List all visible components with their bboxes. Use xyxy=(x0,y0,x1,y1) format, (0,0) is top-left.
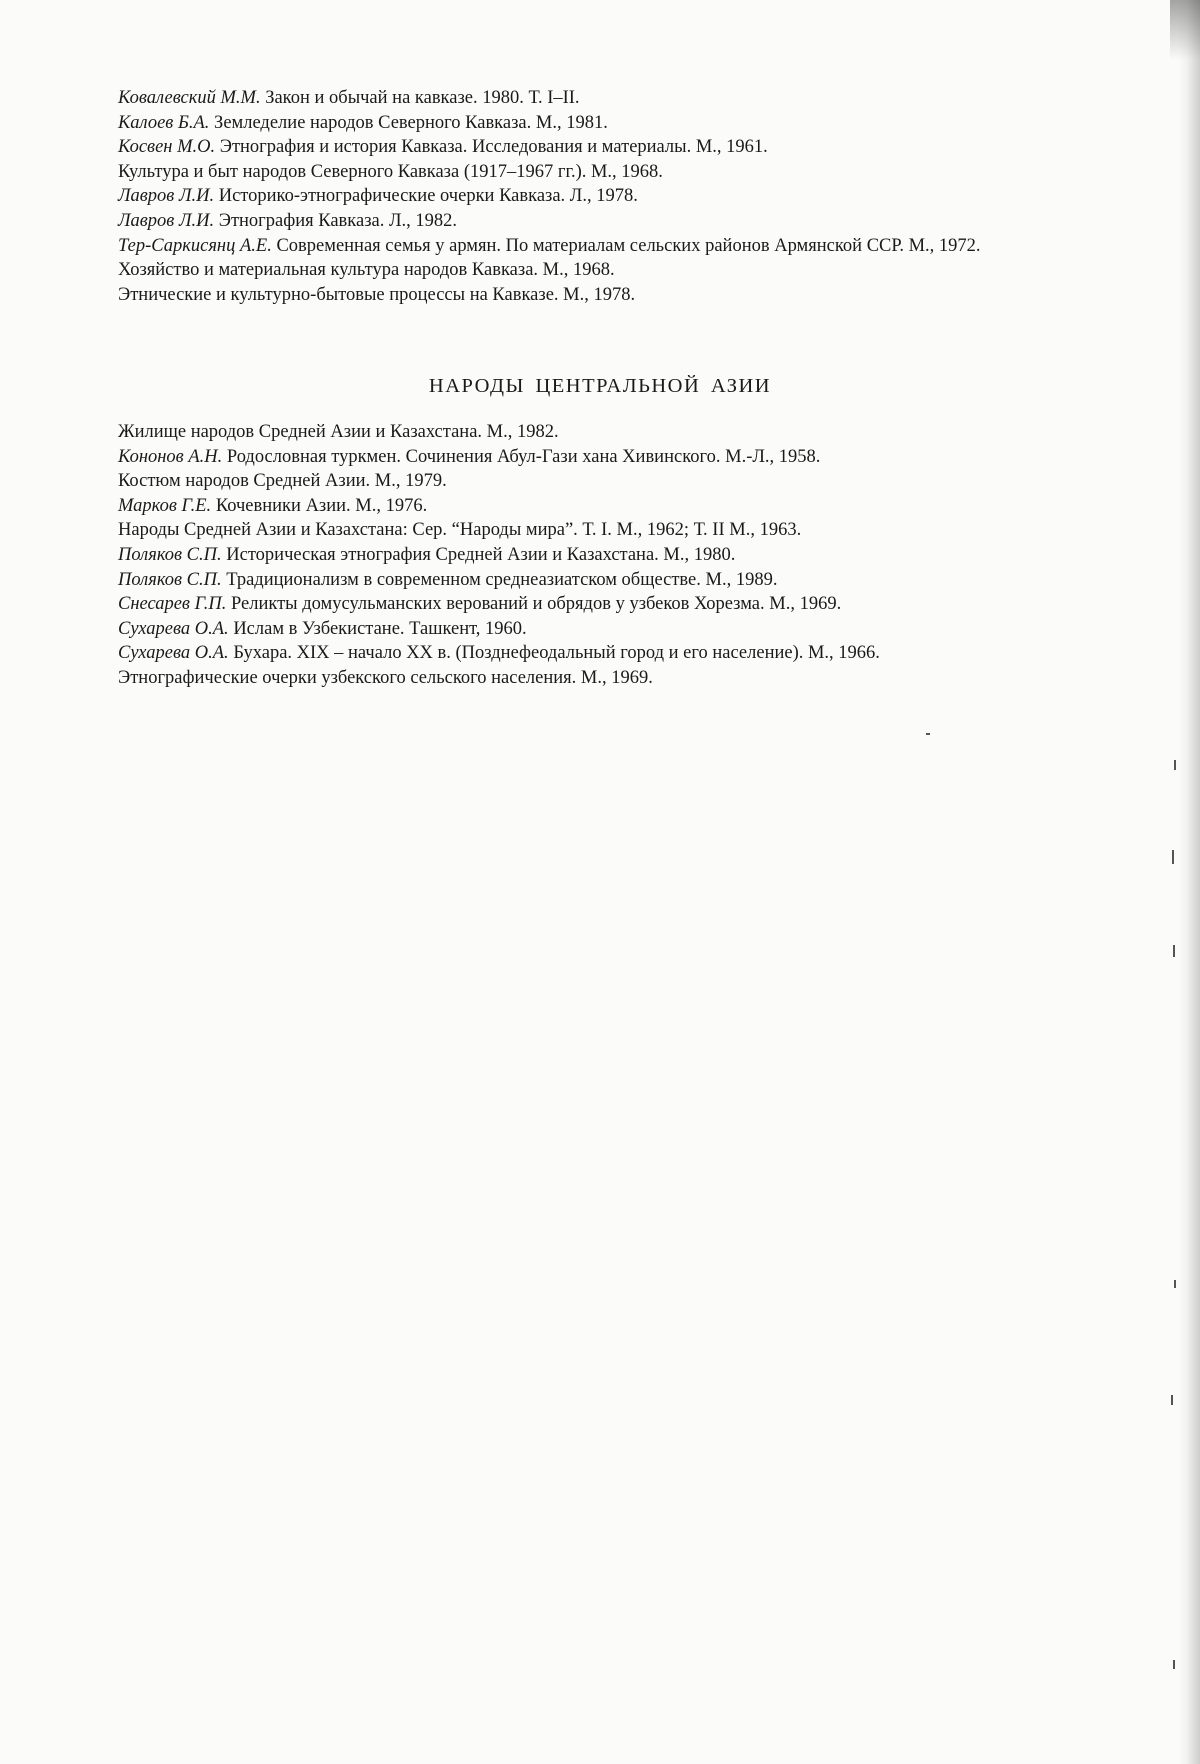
bibliography-entry xyxy=(118,469,1128,494)
entry-text: Современная семья у армян. По материалам сельских районов Армянской ССР. М., 1972. xyxy=(271,235,981,256)
bibliography-entry xyxy=(118,111,1128,136)
entry-text: Кочевники Азии. М., 1976. xyxy=(211,495,428,516)
entry-author: Снесарев Г.П. xyxy=(118,594,227,615)
scan-corner-shadow xyxy=(1170,0,1200,60)
scan-speck xyxy=(1174,1280,1176,1288)
bibliography-entry xyxy=(118,641,1128,666)
entry-text: Бухара. XIX – начало XX в. (Позднефеодальный город и его население). М., 1966. xyxy=(228,643,880,664)
entry-author: Поляков С.П. xyxy=(118,569,222,590)
entry-text: Земледелие народов Северного Кавказа. М., 1981. xyxy=(209,112,608,133)
bibliography-entry xyxy=(118,184,1128,209)
entry-text: Культура и быт народов Северного Кавказа (1917–1967 гг.). М., 1968. xyxy=(118,161,663,182)
entry-author: Сухарева О.А. xyxy=(118,618,229,639)
bibliography-entry xyxy=(118,518,1128,543)
entry-author: Калоев Б.А. xyxy=(118,112,210,133)
bibliography-entry xyxy=(118,568,1128,593)
scan-edge-shadow xyxy=(1178,0,1200,1764)
bibliography-entry xyxy=(118,617,1128,642)
entry-text: Народы Средней Азии и Казахстана: Сер. “Народы мира”. Т. I. М., 1962; Т. II М., 1963. xyxy=(118,520,802,541)
bibliography-entry xyxy=(118,86,1128,111)
entry-text: Историческая этнография Средней Азии и Казахстана. М., 1980. xyxy=(221,544,736,565)
bibliography-entry xyxy=(118,209,1128,234)
bibliography-entry xyxy=(118,543,1128,568)
scan-speck xyxy=(1174,760,1176,770)
bibliography-entry xyxy=(118,445,1128,470)
bibliography-entry xyxy=(118,592,1128,617)
entry-text: Этнография и история Кавказа. Исследования и материалы. М., 1961. xyxy=(215,137,768,158)
entry-text: Этнические и культурно-бытовые процессы на Кавказе. М., 1978. xyxy=(118,284,636,305)
bibliography-entry xyxy=(118,494,1128,519)
bibliography-entry xyxy=(118,160,1128,185)
entry-text: Хозяйство и материальная культура народов Кавказа. М., 1968. xyxy=(118,260,615,281)
bibliography-entry xyxy=(118,234,1128,259)
scan-speck xyxy=(1173,945,1175,957)
entry-author: Поляков С.П. xyxy=(118,544,222,565)
bibliography-entry xyxy=(118,283,1128,308)
entry-author: Кононов А.Н. xyxy=(118,446,223,467)
scan-speck xyxy=(1173,1660,1175,1669)
bibliography-entry xyxy=(118,135,1128,160)
entry-text: Этнографические очерки узбекского сельского населения. М., 1969. xyxy=(118,667,653,688)
entry-text: Историко-этнографические очерки Кавказа. Л., 1978. xyxy=(214,186,638,207)
entry-text: Традиционализм в современном среднеазиатском обществе. М., 1989. xyxy=(221,569,778,590)
entry-text: Реликты домусульманских верований и обрядов у узбеков Хорезма. М., 1969. xyxy=(226,594,842,615)
bibliography-central-asia xyxy=(118,420,1128,691)
entry-text: Ислам в Узбекистане. Ташкент, 1960. xyxy=(228,618,527,639)
section-heading-central-asia: НАРОДЫ ЦЕНТРАЛЬНОЙ АЗИИ xyxy=(428,375,772,397)
entry-author: Тер-Саркисянц А.Е. xyxy=(118,235,272,256)
bibliography-entry xyxy=(118,420,1128,445)
entry-author: Лавров Л.И. xyxy=(118,186,215,207)
entry-text: Закон и обычай на кавказе. 1980. Т. I–II. xyxy=(260,88,580,108)
bibliography-entry xyxy=(118,258,1128,283)
entry-author: Сухарева О.А. xyxy=(118,643,229,664)
entry-author: Лавров Л.И. xyxy=(118,210,215,231)
bibliography-caucasus xyxy=(118,86,1128,307)
scan-speck xyxy=(1171,1395,1173,1405)
entry-author: Ковалевский М.М. xyxy=(118,88,261,108)
entry-text: Родословная туркмен. Сочинения Абул-Гази хана Хивинского. М.-Л., 1958. xyxy=(222,446,821,467)
entry-text: Жилище народов Средней Азии и Казахстана. М., 1982. xyxy=(118,422,559,442)
scan-speck xyxy=(1172,850,1174,864)
scan-speck xyxy=(926,733,930,735)
bibliography-entry xyxy=(118,666,1128,691)
entry-text: Костюм народов Средней Азии. М., 1979. xyxy=(118,471,447,492)
entry-author: Косвен М.О. xyxy=(118,137,216,158)
entry-text: Этнография Кавказа. Л., 1982. xyxy=(214,210,458,231)
entry-author: Марков Г.Е. xyxy=(118,495,212,516)
